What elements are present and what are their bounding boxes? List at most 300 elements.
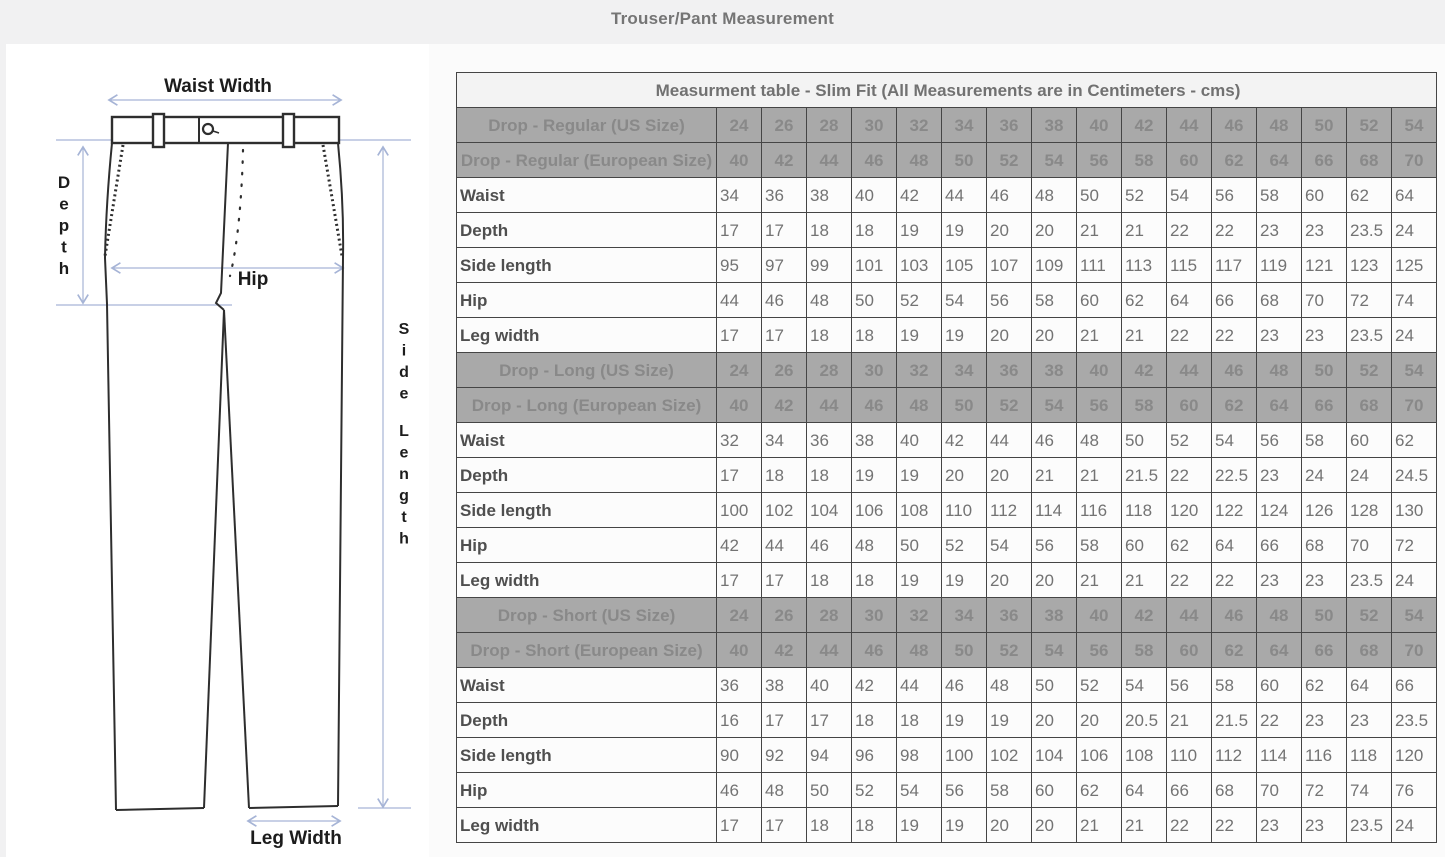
measurement-cell: 97 (762, 248, 807, 283)
size-cell: 30 (852, 598, 897, 633)
size-cell: 60 (1167, 633, 1212, 668)
measurement-cell: 72 (1392, 528, 1437, 563)
measurement-cell: 21 (1122, 563, 1167, 598)
measurement-row (457, 773, 1437, 808)
measurement-cell: 46 (987, 178, 1032, 213)
measurement-cell: 108 (897, 493, 942, 528)
measurement-cell: 66 (1212, 283, 1257, 318)
measurement-cell: 50 (852, 283, 897, 318)
measurement-cell: 62 (1077, 773, 1122, 808)
content-area (6, 44, 1445, 857)
size-cell: 50 (1302, 108, 1347, 143)
measurement-cell: 54 (1122, 668, 1167, 703)
measurement-cell: 56 (1212, 178, 1257, 213)
left-outer-seam (105, 143, 116, 810)
measurement-cell: 60 (1077, 283, 1122, 318)
measurement-cell: 21 (1077, 318, 1122, 353)
size-cell: 30 (852, 108, 897, 143)
size-cell: 38 (1032, 598, 1077, 633)
measurement-cell: 22 (1167, 318, 1212, 353)
measurement-cell: 123 (1347, 248, 1392, 283)
size-cell: 38 (1032, 353, 1077, 388)
measurement-cell: 24 (1392, 213, 1437, 248)
trouser-measurement-diagram (6, 44, 429, 857)
size-cell: 44 (1167, 598, 1212, 633)
measurement-cell: 34 (762, 423, 807, 458)
measurement-cell: 107 (987, 248, 1032, 283)
size-cell: 70 (1392, 388, 1437, 423)
size-cell: 54 (1392, 598, 1437, 633)
measurement-cell: 18 (807, 563, 852, 598)
size-cell: 32 (897, 353, 942, 388)
size-row-label: Drop - Short (European Size) (457, 633, 717, 668)
measurement-cell: 50 (897, 528, 942, 563)
measurement-cell: 44 (942, 178, 987, 213)
size-cell: 68 (1347, 143, 1392, 178)
measurement-cell: 16 (717, 703, 762, 738)
measurement-cell: 18 (807, 808, 852, 843)
measurement-cell: 116 (1077, 493, 1122, 528)
measurement-cell: 19 (897, 563, 942, 598)
measurement-cell: 95 (717, 248, 762, 283)
measurement-cell: 66 (1392, 668, 1437, 703)
measurement-cell: 22 (1167, 563, 1212, 598)
size-cell: 48 (897, 388, 942, 423)
size-cell: 42 (762, 388, 807, 423)
measurement-cell: 128 (1347, 493, 1392, 528)
measurement-cell: 22 (1212, 213, 1257, 248)
measurement-cell: 19 (897, 213, 942, 248)
measurement-cell: 23.5 (1347, 213, 1392, 248)
size-cell: 30 (852, 353, 897, 388)
measurement-cell: 114 (1257, 738, 1302, 773)
measurement-cell: 20 (987, 458, 1032, 493)
measurement-cell: 116 (1302, 738, 1347, 773)
size-cell: 34 (942, 353, 987, 388)
belt-loop-left (153, 114, 164, 147)
measurement-row (457, 178, 1437, 213)
size-cell: 48 (1257, 353, 1302, 388)
size-cell: 52 (987, 143, 1032, 178)
size-cell: 64 (1257, 143, 1302, 178)
belt-loop-right (283, 114, 294, 147)
measurement-cell: 18 (852, 808, 897, 843)
measurement-cell: 64 (1122, 773, 1167, 808)
measurement-cell: 62 (1302, 668, 1347, 703)
measurement-cell: 40 (807, 668, 852, 703)
size-cell: 28 (807, 598, 852, 633)
measurement-cell: 44 (897, 668, 942, 703)
measurement-row (457, 248, 1437, 283)
measurement-cell: 66 (1257, 528, 1302, 563)
measurement-cell: 62 (1122, 283, 1167, 318)
measurement-cell: 64 (1212, 528, 1257, 563)
measurement-cell: 42 (942, 423, 987, 458)
size-row-us (457, 598, 1437, 633)
measurement-cell: 23 (1257, 563, 1302, 598)
size-cell: 40 (1077, 598, 1122, 633)
size-cell: 54 (1392, 353, 1437, 388)
depth-label: D e p t h (57, 173, 71, 278)
measurement-cell: 62 (1167, 528, 1212, 563)
measurement-cell: 24.5 (1392, 458, 1437, 493)
measurement-cell: 103 (897, 248, 942, 283)
measurement-cell: 22 (1212, 563, 1257, 598)
measurement-row (457, 808, 1437, 843)
measurement-cell: 109 (1032, 248, 1077, 283)
size-cell: 38 (1032, 108, 1077, 143)
measurement-cell: 118 (1122, 493, 1167, 528)
measurement-label: Hip (457, 283, 717, 318)
size-cell: 44 (1167, 353, 1212, 388)
right-hem (249, 806, 338, 808)
size-cell: 60 (1167, 143, 1212, 178)
measurement-cell: 120 (1167, 493, 1212, 528)
size-cell: 56 (1077, 388, 1122, 423)
size-cell: 48 (897, 143, 942, 178)
measurement-cell: 23 (1302, 318, 1347, 353)
measurement-cell: 130 (1392, 493, 1437, 528)
size-cell: 44 (807, 143, 852, 178)
size-cell: 56 (1077, 633, 1122, 668)
measurement-cell: 19 (942, 213, 987, 248)
measurement-cell: 23 (1257, 213, 1302, 248)
measurement-cell: 70 (1257, 773, 1302, 808)
size-row-label: Drop - Long (European Size) (457, 388, 717, 423)
measurement-cell: 117 (1212, 248, 1257, 283)
measurement-cell: 99 (807, 248, 852, 283)
left-hem (116, 808, 204, 810)
measurement-cell: 23.5 (1347, 808, 1392, 843)
measurement-row (457, 563, 1437, 598)
size-row-us (457, 353, 1437, 388)
measurement-label: Hip (457, 528, 717, 563)
size-cell: 28 (807, 353, 852, 388)
measurement-label: Waist (457, 668, 717, 703)
trouser-diagram-svg (6, 44, 429, 857)
measurement-cell: 48 (1077, 423, 1122, 458)
measurement-cell: 19 (942, 318, 987, 353)
measurement-cell: 22 (1167, 808, 1212, 843)
right-outer-seam (338, 143, 343, 806)
size-cell: 40 (1077, 108, 1122, 143)
measurement-cell: 113 (1122, 248, 1167, 283)
size-cell: 46 (852, 143, 897, 178)
size-cell: 54 (1032, 633, 1077, 668)
measurement-cell: 38 (852, 423, 897, 458)
size-cell: 58 (1122, 143, 1167, 178)
measurement-cell: 36 (717, 668, 762, 703)
measurement-cell: 23 (1257, 318, 1302, 353)
size-cell: 50 (942, 633, 987, 668)
measurement-cell: 58 (1257, 178, 1302, 213)
measurement-cell: 24 (1392, 808, 1437, 843)
measurement-cell: 20 (987, 808, 1032, 843)
measurement-row (457, 423, 1437, 458)
size-row-label: Drop - Long (US Size) (457, 353, 717, 388)
measurement-cell: 21 (1122, 318, 1167, 353)
measurement-cell: 34 (717, 178, 762, 213)
measurement-cell: 90 (717, 738, 762, 773)
size-cell: 70 (1392, 633, 1437, 668)
measurement-cell: 48 (987, 668, 1032, 703)
measurement-cell: 19 (987, 703, 1032, 738)
measurement-cell: 58 (1077, 528, 1122, 563)
measurement-cell: 40 (897, 423, 942, 458)
measurement-cell: 56 (1257, 423, 1302, 458)
measurement-cell: 74 (1347, 773, 1392, 808)
right-inseam (224, 310, 249, 808)
size-cell: 42 (1122, 108, 1167, 143)
measurement-cell: 56 (942, 773, 987, 808)
measurement-cell: 115 (1167, 248, 1212, 283)
side-length-label: S i d e L e n g t h (398, 321, 410, 548)
measurement-cell: 62 (1347, 178, 1392, 213)
measurement-cell: 44 (987, 423, 1032, 458)
measurement-cell: 120 (1392, 738, 1437, 773)
measurement-cell: 62 (1392, 423, 1437, 458)
size-cell: 34 (942, 108, 987, 143)
measurement-cell: 94 (807, 738, 852, 773)
measurement-cell: 56 (1167, 668, 1212, 703)
size-cell: 44 (1167, 108, 1212, 143)
waist-width-label: Waist Width (164, 76, 272, 97)
left-inseam (204, 310, 224, 808)
measurement-row (457, 213, 1437, 248)
size-cell: 54 (1392, 108, 1437, 143)
size-cell: 56 (1077, 143, 1122, 178)
measurement-cell: 17 (762, 808, 807, 843)
measurement-cell: 76 (1392, 773, 1437, 808)
measurement-cell: 68 (1302, 528, 1347, 563)
measurement-row (457, 493, 1437, 528)
measurement-cell: 46 (807, 528, 852, 563)
measurement-cell: 17 (762, 563, 807, 598)
measurement-label: Depth (457, 213, 717, 248)
measurement-label: Waist (457, 178, 717, 213)
size-cell: 52 (987, 633, 1032, 668)
measurement-cell: 50 (1077, 178, 1122, 213)
size-cell: 42 (762, 633, 807, 668)
hip-label: Hip (237, 269, 269, 290)
size-cell: 36 (987, 353, 1032, 388)
size-cell: 44 (807, 388, 852, 423)
measurement-cell: 17 (717, 458, 762, 493)
measurement-cell: 58 (1302, 423, 1347, 458)
measurement-cell: 18 (852, 213, 897, 248)
size-cell: 48 (897, 633, 942, 668)
page-header (0, 0, 1445, 44)
measurement-cell: 54 (987, 528, 1032, 563)
size-cell: 24 (717, 598, 762, 633)
size-cell: 48 (1257, 108, 1302, 143)
measurement-cell: 118 (1347, 738, 1392, 773)
measurement-cell: 17 (807, 703, 852, 738)
measurement-cell: 22 (1257, 703, 1302, 738)
measurement-cell: 92 (762, 738, 807, 773)
measurement-cell: 22 (1212, 808, 1257, 843)
size-cell: 68 (1347, 633, 1392, 668)
measurement-cell: 40 (852, 178, 897, 213)
measurement-cell: 21 (1077, 458, 1122, 493)
measurement-label: Depth (457, 703, 717, 738)
measurement-cell: 52 (1122, 178, 1167, 213)
size-cell: 26 (762, 108, 807, 143)
measurement-cell: 96 (852, 738, 897, 773)
measurement-cell: 112 (1212, 738, 1257, 773)
measurement-cell: 18 (852, 703, 897, 738)
measurement-row (457, 283, 1437, 318)
size-cell: 50 (942, 143, 987, 178)
measurement-cell: 18 (852, 563, 897, 598)
measurement-cell: 110 (942, 493, 987, 528)
measurement-cell: 111 (1077, 248, 1122, 283)
size-cell: 44 (807, 633, 852, 668)
measurement-cell: 60 (1122, 528, 1167, 563)
measurement-cell: 17 (762, 318, 807, 353)
measurement-cell: 18 (807, 458, 852, 493)
measurement-cell: 54 (1167, 178, 1212, 213)
measurement-cell: 70 (1302, 283, 1347, 318)
measurement-cell: 19 (852, 458, 897, 493)
measurement-cell: 21.5 (1122, 458, 1167, 493)
trouser-sketch (105, 114, 343, 810)
measurement-cell: 17 (717, 318, 762, 353)
measurement-cell: 24 (1392, 563, 1437, 598)
measurement-cell: 52 (942, 528, 987, 563)
size-cell: 36 (987, 598, 1032, 633)
size-row-label: Drop - Regular (US Size) (457, 108, 717, 143)
measurement-cell: 23 (1347, 703, 1392, 738)
measurement-cell: 20 (1032, 563, 1077, 598)
measurement-cell: 44 (762, 528, 807, 563)
size-cell: 46 (1212, 598, 1257, 633)
measurement-cell: 60 (1347, 423, 1392, 458)
measurement-cell: 74 (1392, 283, 1437, 318)
size-cell: 50 (942, 388, 987, 423)
measurement-cell: 106 (1077, 738, 1122, 773)
measurement-cell: 66 (1167, 773, 1212, 808)
measurement-cell: 54 (897, 773, 942, 808)
measurement-cell: 23 (1302, 563, 1347, 598)
measurement-cell: 23.5 (1347, 318, 1392, 353)
measurement-cell: 21 (1122, 213, 1167, 248)
measurement-cell: 68 (1212, 773, 1257, 808)
size-cell: 64 (1257, 633, 1302, 668)
measurement-cell: 19 (942, 703, 987, 738)
measurement-cell: 58 (1032, 283, 1077, 318)
measurement-label: Side length (457, 248, 717, 283)
size-cell: 32 (897, 598, 942, 633)
measurement-row (457, 528, 1437, 563)
size-cell: 46 (852, 388, 897, 423)
size-cell: 46 (1212, 353, 1257, 388)
measurement-cell: 23 (1302, 213, 1347, 248)
measurement-cell: 46 (1032, 423, 1077, 458)
measurement-cell: 105 (942, 248, 987, 283)
page-title: Trouser/Pant Measurement (610, 9, 835, 28)
measurement-cell: 20 (987, 213, 1032, 248)
measurement-cell: 56 (987, 283, 1032, 318)
measurement-cell: 19 (942, 563, 987, 598)
measurement-cell: 38 (807, 178, 852, 213)
measurement-cell: 104 (807, 493, 852, 528)
fly-line (216, 143, 228, 310)
measurement-cell: 114 (1032, 493, 1077, 528)
measurement-cell: 20 (1077, 703, 1122, 738)
size-cell: 36 (987, 108, 1032, 143)
measurement-cell: 23 (1257, 458, 1302, 493)
size-cell: 32 (897, 108, 942, 143)
measurement-cell: 17 (717, 213, 762, 248)
measurement-cell: 60 (1032, 773, 1077, 808)
measurement-cell: 42 (897, 178, 942, 213)
measurement-cell: 64 (1167, 283, 1212, 318)
measurement-cell: 21 (1032, 458, 1077, 493)
measurement-cell: 24 (1392, 318, 1437, 353)
table-title-row (457, 73, 1437, 108)
measurement-cell: 20.5 (1122, 703, 1167, 738)
size-cell: 46 (1212, 108, 1257, 143)
measurement-cell: 20 (1032, 213, 1077, 248)
size-row-eu (457, 388, 1437, 423)
measurement-cell: 72 (1302, 773, 1347, 808)
size-cell: 52 (1347, 108, 1392, 143)
size-cell: 40 (717, 633, 762, 668)
measurement-cell: 22.5 (1212, 458, 1257, 493)
measurement-cell: 68 (1257, 283, 1302, 318)
size-cell: 60 (1167, 388, 1212, 423)
size-cell: 58 (1122, 633, 1167, 668)
measurement-label: Waist (457, 423, 717, 458)
measurement-cell: 23 (1302, 703, 1347, 738)
measurement-cell: 23 (1302, 808, 1347, 843)
measurement-cell: 58 (1212, 668, 1257, 703)
measurement-label: Depth (457, 458, 717, 493)
measurement-cell: 42 (717, 528, 762, 563)
measurement-cell: 126 (1302, 493, 1347, 528)
size-cell: 46 (852, 633, 897, 668)
measurement-cell: 18 (897, 703, 942, 738)
waistband (112, 117, 339, 143)
measurement-cell: 19 (897, 808, 942, 843)
size-cell: 50 (1302, 598, 1347, 633)
measurement-cell: 56 (1032, 528, 1077, 563)
measurement-cell: 22 (1212, 318, 1257, 353)
measurement-cell: 24 (1347, 458, 1392, 493)
size-cell: 24 (717, 108, 762, 143)
measurement-row (457, 738, 1437, 773)
measurement-cell: 36 (762, 178, 807, 213)
measurement-cell: 48 (807, 283, 852, 318)
measurement-cell: 20 (987, 318, 1032, 353)
measurement-cell: 20 (942, 458, 987, 493)
size-cell: 58 (1122, 388, 1167, 423)
measurement-cell: 21 (1077, 213, 1122, 248)
leg-width-label: Leg Width (250, 828, 342, 849)
size-cell: 34 (942, 598, 987, 633)
measurement-cell: 119 (1257, 248, 1302, 283)
measurement-label: Leg width (457, 318, 717, 353)
measurement-cell: 58 (987, 773, 1032, 808)
measurement-cell: 44 (717, 283, 762, 318)
measurement-cell: 36 (807, 423, 852, 458)
size-cell: 42 (1122, 353, 1167, 388)
size-cell: 40 (717, 388, 762, 423)
size-cell: 48 (1257, 598, 1302, 633)
size-cell: 42 (762, 143, 807, 178)
measurement-cell: 18 (807, 318, 852, 353)
